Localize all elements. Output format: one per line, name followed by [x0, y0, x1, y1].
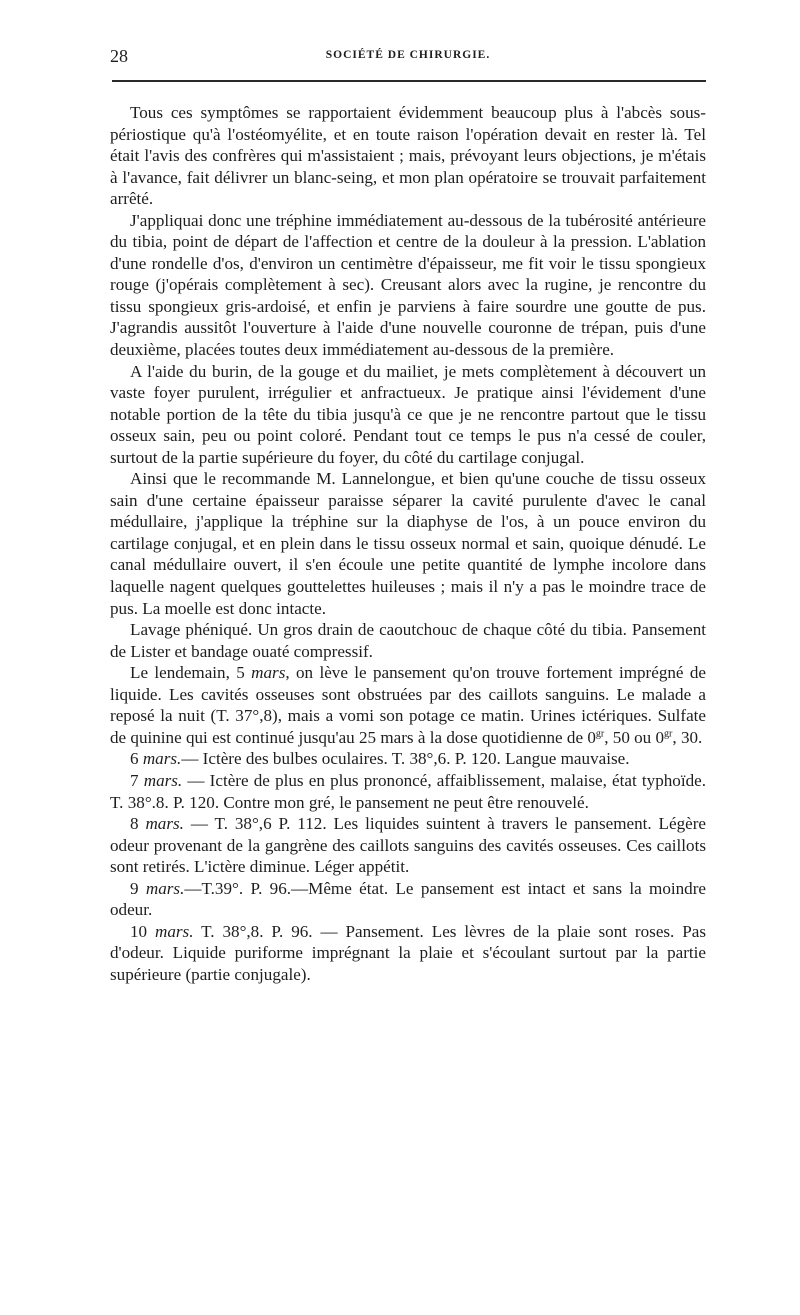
- paragraph-entry-8-mars: 8 mars. — T. 38°,6 P. 112. Les liquides suintent à travers le pansement. Légère odeur provenant de la gangrène des caillots sanguins des cavités osseuses. Ces caillots sont retirés. L'ictère diminue. Léger appétit.: [110, 814, 706, 877]
- paragraph-entry-10-mars: 10 mars. T. 38°,8. P. 96. — Pansement. Les lèvres de la plaie sont roses. Pas d'odeur. Liquide puriforme imprégnant la plaie et s'écoulant surtout par la partie supérieure (partie conjugale).: [110, 921, 706, 984]
- paragraph-entry-5-mars: Le lendemain, 5 mars, on lève le pansement qu'on trouve fortement imprégné de liquide. Les cavités osseuses sont obstruées par des caillots sanguins. Le malade a reposé la nuit (T. 37°,8), mais a vomi son potage ce matin. Urines ictériques. Sulfate de quinine qui est continué jusqu'au 25 mars à la dose quotidienne de $0^{gr}$, 50 ou $0^{gr}$, 30.: [110, 663, 706, 747]
- entry-date: mars.: [145, 878, 185, 898]
- paragraph: Tous ces symptômes se rapportaient évidemment beaucoup plus à l'abcès sous-périostique qu'à l'ostéomyélite, et en toute raison l'opération devait en rester là. Tel était l'avis des confrères qui m'assistaient ; mais, prévoyant leurs objections, je m'étais à l'avance, fait délivrer un blanc-seing, et mon plan opératoire se trouvait parfaitement arrêté.: [110, 103, 706, 209]
- body-text: [110, 102, 706, 985]
- entry-date: mars.: [155, 921, 194, 941]
- entry-date: mars: [251, 663, 286, 683]
- running-head: SOCIÉTÉ DE CHIRURGIE.: [325, 49, 491, 61]
- page-number: 28: [110, 46, 128, 66]
- page-header: [110, 44, 706, 70]
- paragraph: Lavage phéniqué. Un gros drain de caoutchouc de chaque côté du tibia. Pansement de Lister et bandage ouaté compressif.: [110, 620, 706, 661]
- paragraph: A l'aide du burin, de la gouge et du mailiet, je mets complètement à découvert un vaste foyer purulent, irrégulier et anfractueux. Je pratique ainsi l'évidement d'une notable portion de la tête du tibia jusqu'à ce que je ne rencontre partout que le tissu osseux sain, peu ou point coloré. Pendant tout ce temps le pus n'a cessé de couler, surtout de la partie supérieure du foyer, du côté du cartilage conjugal.: [110, 361, 706, 467]
- entry-date: mars.: [142, 749, 182, 769]
- paragraph-entry-9-mars: 9 mars.—T.39°. P. 96.—Même état. Le pansement est intact et sans la moindre odeur.: [110, 878, 706, 920]
- paragraph: J'appliquai donc une tréphine immédiatement au-dessous de la tubérosité antérieure du tibia, point de départ de l'affection et centre de la douleur à la pression. L'ablation d'une rondelle d'os, d'environ un centimètre d'épaisseur, me fit voir le tissu spongieux rouge (j'opérais complètement à sec). Creusant alors avec la rugine, je rencontre du tissu spongieux gris-ardoisé, et enfin je parviens à faire sourdre une goutte de pus. J'agrandis aussitôt l'ouverture à l'aide d'une nouvelle couronne de trépan, puis d'une deuxième, placées toutes deux immédiatement au-dessous de la première.: [110, 210, 706, 360]
- header-rule: [112, 80, 706, 82]
- paragraph-entry-7-mars: 7 mars. — Ictère de plus en plus prononcé, affaiblissement, malaise, état typhoïde. T. 38°.8. P. 120. Contre mon gré, le pansement ne peut être renouvelé.: [110, 770, 706, 812]
- document-page: [110, 44, 706, 985]
- paragraph-entry-6-mars: 6 mars.— Ictère des bulbes oculaires. T. 38°,6. P. 120. Langue mauvaise.: [130, 749, 630, 769]
- entry-date: mars.: [143, 770, 183, 790]
- paragraph: Ainsi que le recommande M. Lannelongue, et bien qu'une couche de tissu osseux sain d'une certaine épaisseur paraisse séparer la cavité purulente d'avec le canal médullaire, j'applique la tréphine sur la diaphyse de l'os, à un pouce environ du cartilage conjugal, et en plein dans le tissu osseux normal et sain, quoique dénudé. Le canal médullaire ouvert, il s'en écoule une petite quantité de lymphe incolore dans laquelle nagent quelques gouttelettes huileuses ; mais il n'y a pas le moindre trace de pus. La moelle est donc intacte.: [110, 469, 706, 618]
- entry-date: mars.: [145, 814, 184, 834]
